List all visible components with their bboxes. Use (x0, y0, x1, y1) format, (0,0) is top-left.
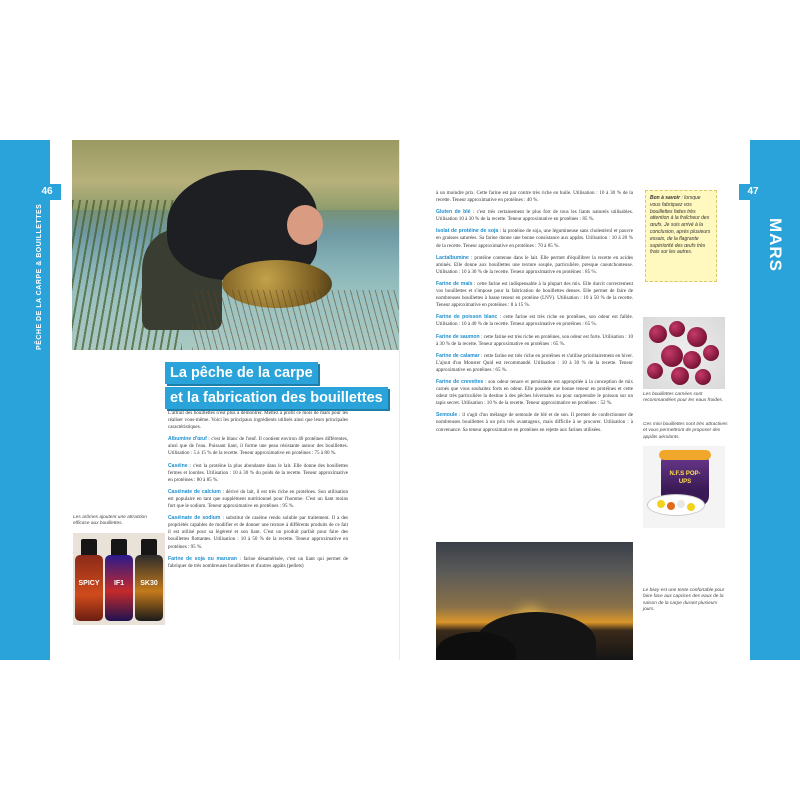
entry-paragraph (436, 281, 633, 309)
bait-spoon (647, 494, 705, 516)
entry-text: : protéine contenue dans le lait. Elle permet d'équilibrer la recette en acides aminés. Elle donne aux bouillettes une texture souple, particulière, presque caoutchouteuse. Utilisation : 10 à 30 % de la recette. Teneur approximative en protéines : 85 %. (436, 254, 633, 275)
boilie-shape (649, 325, 667, 343)
title-line-1: La pêche de la carpe (165, 362, 318, 384)
caption-popups: Ces mini bouillettes sont très attractives et vous permettront de proposer des appâts aérolants. (643, 422, 728, 440)
left-text-column (168, 410, 348, 575)
boilie-shape (647, 363, 663, 379)
entry-text: : c'est le blanc de l'œuf. Il contient environ 40 protéines différentes, ainsi que de l'eau. Puissant liant, il forme une peau résistante autour des bouillettes. Utilisation : 5 à 15 % de la recette. Teneur approximative en protéines : 75 à 80 %. (168, 436, 348, 457)
left-page (0, 140, 400, 660)
bottle-label: SK30 (140, 580, 158, 587)
pot-lid (659, 450, 711, 460)
bottle-sk30 (135, 539, 163, 621)
entry-paragraph (436, 228, 633, 249)
popup-ball (657, 500, 665, 508)
entry-text: : c'est la protéine la plus abondante dans le lait. Elle donne des bouillettes fermes et lourdes. Utilisation : 10 à 30 % du poids de la recette. Teneur approximative en protéines : 80 à 85 %. (168, 462, 348, 483)
entry-term: Gluten de blé (436, 209, 471, 216)
entry-paragraph (168, 515, 348, 550)
entry-paragraph (168, 463, 348, 484)
left-side-tab (0, 140, 53, 660)
entry-term: Farine de maïs (436, 280, 473, 287)
caption-boilies: Les bouillettes carnées sont recommandées pour les eaux froides. (643, 392, 724, 404)
entry-text: : cette farine est indispensable à la plupart des mix. Elle durcit correctement vos bouillettes et s'impose pour la fabrication de bouillettes denses. Elle permet de faire de nombreuses bouillettes à basse teneur en protéine (LNV). Utilisation : 10 à 50 % de la recette. Teneur approximative en protéines : 8 à 15 %. (436, 280, 633, 309)
angler-head-shape (287, 205, 323, 245)
entry-paragraph (436, 412, 633, 433)
caption-bivvy: Le biwy est une tente confortable pour faire face aux caprices des eaux de la saison de la carpe durant plusieurs jours. (643, 588, 725, 613)
entry-text: : cette farine est très riche en protéines, son odeur est faible. Utilisation : 10 à 40 % de la recette. Teneur approximative en protéines : 65 %. (436, 314, 633, 328)
boilie-shape (703, 345, 719, 361)
right-side-tab (747, 140, 800, 660)
bottle-label: SPICY (78, 580, 100, 587)
article-title (165, 362, 388, 409)
month-text: MARS (766, 217, 785, 273)
popup-ball (667, 502, 675, 510)
entry-term: Farine de saumon (436, 333, 480, 340)
entry-paragraph (168, 489, 348, 510)
entry-paragraph (436, 353, 633, 374)
entry-text: : c'est très certainement le plus fort de tous les liants naturels utilisables. Utilisation 10 à 30 % de la recette. Teneur approximative en protéines : 85 %. (436, 209, 633, 223)
tip-box (645, 190, 717, 282)
entry-term: Farine de calamar (436, 352, 480, 359)
entry-text: : cette farine est très riche en protéines et s'utilise prioritairement en hiver. L'ajout d'un Monster Quid est recommandé. Utilisation : 10 à 30 % de la recette. Teneur approximative en protéines : 65 %. (436, 352, 633, 373)
entry-term: Farine de crevettes (436, 378, 484, 385)
page-number-left: 46 (33, 184, 61, 200)
entry-paragraph (168, 436, 348, 457)
entry-text: : dérivé du lait, il est très riche en protéines. Son utilisation est populaire en tant que supplément nutritionnel pour l'homme. C'est un liant moins fort que le sodium. Teneur approximative en protéines : 95 %. (168, 488, 349, 510)
entry-term: Semoule (436, 412, 458, 419)
bottle-spicy (75, 539, 103, 621)
entry-text: : cette farine est très riche en protéines, son odeur est forte. Utilisation : 10 à 30 % de la recette. Teneur approximative en protéines : 65 %. (436, 333, 633, 347)
boilie-shape (669, 321, 685, 337)
attractant-bottles-photo (73, 533, 165, 625)
boilie-shape (671, 367, 689, 385)
pot-label: N.F.S POP-UPS (669, 471, 701, 485)
entry-text: : farine désamérisée, c'est un liant qui permet de fabriquer de très nombreuses bouillettes et d'autres appâts (pellets) (168, 555, 348, 569)
boilie-shape (661, 345, 683, 367)
entry-term: Farine de poisson blanc (436, 314, 498, 321)
entry-text: : la protéine de soja, une légumineuse sans cholestérol et pauvre en graisses saturées. Sa farine donne une bonne consistance aux appâts. Utilisation : 10 à 20 % de la recette. Teneur approximative en protéines : 70 à 85 %. (436, 228, 633, 249)
entry-paragraph (436, 255, 633, 276)
right-text-column (436, 190, 633, 439)
entry-term: Isolat de protéine de soja (436, 228, 499, 235)
entry-term: Albumine d'œuf (168, 436, 207, 443)
foreground-branches-shape (192, 290, 400, 350)
page-number-right: 47 (739, 184, 767, 200)
entry-paragraph (168, 556, 348, 570)
popup-pot-photo (643, 446, 725, 528)
title-line-2: et la fabrication des bouillettes (165, 387, 388, 409)
boilie-shape (687, 327, 707, 347)
tip-term: Bon à savoir (650, 195, 681, 201)
entry-term: Lactalbumine (436, 254, 469, 261)
continuation-paragraph: à un moindre prix. Cette farine est par contre très riche en huile. Utilisation : 10 à 30 % de la recette. Teneur approximative en protéines : 40 %. (436, 190, 633, 204)
carp-photo (72, 140, 400, 350)
bivvy-sunset-photo (436, 542, 633, 660)
entry-text: : substitut de caséine rendu soluble par traitement. Il a des propriétés capables de modifier et de donner une texture à différents produits de ce fait il est utilisé pour sa légèreté et son liant. C'est un produit parfait pour faire des bouillettes flottantes. Utilisation : 10 à 50 % de la recette. Teneur approximative en protéines : 95 %. (168, 515, 349, 550)
entry-text: : son odeur tenace et persistante est appropriée à la conception de mix carnés que vous souhaitez forts en odeur. Elle possède une bonne teneur en protéines et cette odeur très particulière la destine à des pêches hivernales ou pour surprendre le poisson sur un tapis secret. Utilisation : 10 % de la recette. Teneur approximative en protéines : 52 %. (436, 378, 634, 407)
boilies-photo (643, 317, 725, 389)
tip-text: : lorsque vous fabriquez vos bouillettes faites très attention à la fraîcheur des œufs. Je suis arrivé à la conclusion, après plusieurs essais, de la flagrante supériorité des œufs très frais sur les autres. (650, 195, 711, 256)
entry-term: Caséine (168, 462, 188, 469)
entry-paragraph (436, 314, 633, 328)
entry-paragraph (436, 209, 633, 223)
entry-text: : il s'agit d'un mélange de semoule de blé et de son. Il permet de confectionner de nombreuses bouillettes à un prix très avantageux, mais difficile à se procurer. Utilisation : à convenance. Sa teneur approximative en protéines en rejette aux farines utilisées. (436, 412, 633, 433)
entry-term: Farine de soja ou maruran (168, 555, 237, 562)
entry-paragraph (436, 334, 633, 348)
entry-term: Caséinate de sodium (168, 515, 221, 522)
popup-ball (687, 503, 695, 511)
caption-bottles: Les arômes ajoutent une attraction efficace aux bouillettes. (73, 515, 147, 527)
intro-paragraph: L'attrait des bouillettes n'est plus à démontrer. Mettez à profit ce mois de mars pour les réaliser vous-même. Voici les principaux ingrédients utilisés ainsi que leurs principales caractéristiques. (168, 410, 348, 431)
boilie-shape (695, 369, 711, 385)
month-label (758, 210, 792, 280)
boilie-shape (683, 351, 701, 369)
bottle-if1 (105, 539, 133, 621)
magazine-spread (0, 140, 800, 660)
entry-term: Caséinate de calcium (168, 488, 221, 495)
bottle-label: IF1 (113, 580, 125, 587)
entry-paragraph (436, 379, 633, 407)
popup-ball (677, 500, 685, 508)
side-label-left: PÊCHE DE LA CARPE & BOUILLETTES (36, 203, 43, 350)
